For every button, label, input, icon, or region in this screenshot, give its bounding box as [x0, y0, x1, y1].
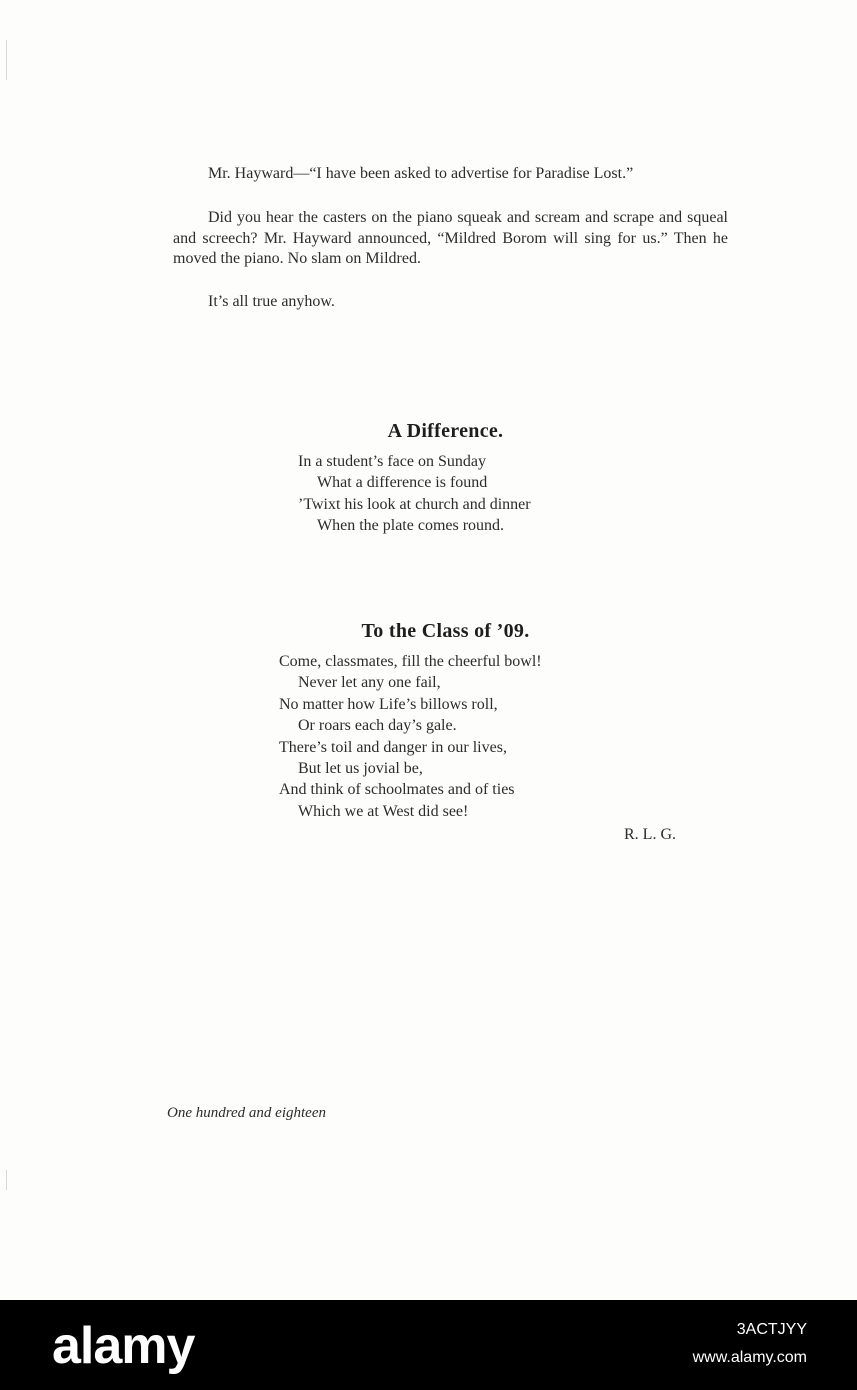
watermark-banner [0, 1300, 857, 1390]
page-number: One hundred and eighteen [167, 1105, 326, 1121]
poem-title-difference: A Difference. [387, 420, 504, 442]
poem-line: No matter how Life’s billows roll, [279, 695, 498, 713]
poem-line: ’Twixt his look at church and dinner [298, 495, 531, 513]
poem-title-class-of-09: To the Class of ’09. [361, 620, 530, 642]
poem-line: There’s toil and danger in our lives, [279, 738, 507, 756]
paragraph-piano: Did you hear the casters on the piano squeak and scream and scrape and squeal and screech? Mr. Hayward announced, “Mildred Borom will sing for us.” Then he moved the piano. No slam on Mildred. [173, 209, 728, 267]
poem-line: When the plate comes round. [317, 517, 505, 535]
image-id: 3ACTJYY [736, 1321, 807, 1338]
poem-line: What a difference is found [317, 474, 488, 492]
poem-class-of-09 [279, 651, 542, 822]
poem-line: But let us jovial be, [298, 760, 423, 778]
poem-difference [298, 451, 531, 537]
alamy-logo: alamy [52, 1317, 195, 1375]
poem-line: And think of schoolmates and of ties [279, 781, 515, 799]
watermark-info [693, 1316, 807, 1372]
poem-line: Never let any one fail, [298, 674, 441, 692]
poem-line: Or roars each day’s gale. [298, 717, 457, 735]
paragraph-all-true: It’s all true anyhow. [208, 293, 335, 310]
paragraph-hayward-quote: Mr. Hayward—“I have been asked to advertise for Paradise Lost.” [208, 165, 634, 182]
poem-signature: R. L. G. [624, 826, 676, 843]
poem-line: In a student’s face on Sunday [298, 453, 486, 470]
poem-line: Which we at West did see! [298, 802, 469, 820]
poem-line: Come, classmates, fill the cheerful bowl! [279, 653, 542, 670]
page-edge-mark [6, 40, 7, 80]
page-edge-mark [6, 1170, 7, 1190]
watermark-site: www.alamy.com [692, 1349, 807, 1366]
